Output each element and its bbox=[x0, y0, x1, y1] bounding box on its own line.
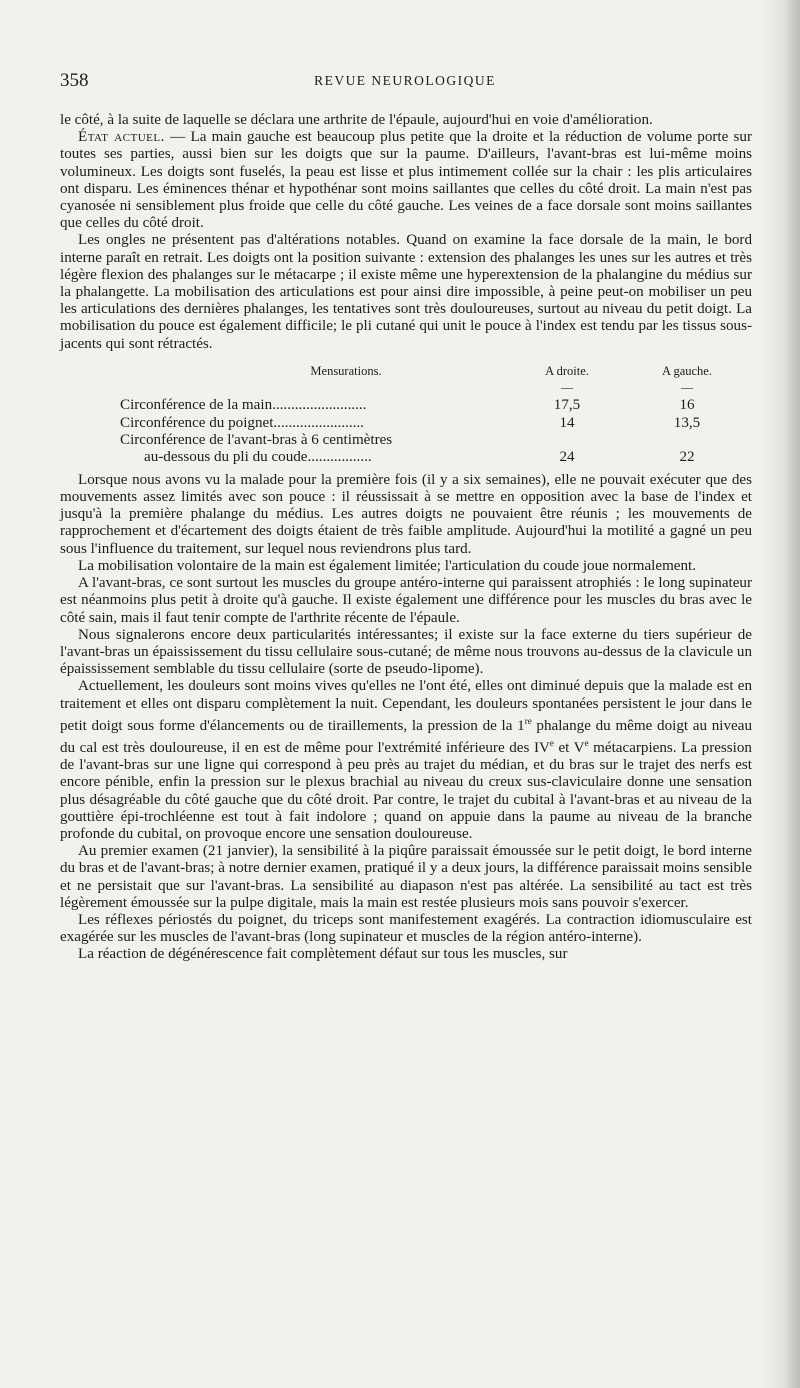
paragraph-2-text: — La main gauche est beaucoup plus petite que la droite et la réduction de volume porte sur toutes ses parties, aussi bien sur les doigts que sur la paume. D'ailleurs, l'avant-bras est lui-même moins volumineux. Les doigts sont fuselés, la peau est lisse et plus intimement collée sur la chair : les plis articulaires ont disparu. Les éminences thénar et hypothénar sont moins saillantes que celles du côté droit. La main n'est pas cyanosée ni sensiblement plus froide que celle du côté gauche. Les veines de a face dorsale sont moins saillantes que celles du côté droit. bbox=[60, 129, 752, 232]
row-right-value bbox=[512, 432, 622, 449]
section-lead: État actuel. bbox=[78, 129, 165, 146]
running-title: REVUE NEUROLOGIQUE bbox=[314, 73, 496, 88]
dash-right: — bbox=[561, 380, 573, 395]
paragraph-9: Au premier examen (21 janvier), la sensibilité à la piqûre paraissait émoussée sur le petit doigt, le bord interne du bras et de l'avant-bras; à notre dernier examen, pratiqué il y a deux jours, la différence paraissait moins sensible et ne persistait que sur l'avant-bras. La sensibilité au diapason n'est pas altérée. La sensibilité au tact est très légèrement émoussée sur la pulpe digitale, mais la main est restée plusieurs mois sans pouvoir s'exercer. bbox=[60, 843, 752, 911]
page-number: 358 bbox=[60, 70, 89, 91]
article-body bbox=[60, 112, 752, 964]
header-left: A gauche. bbox=[662, 363, 712, 378]
table-row bbox=[60, 432, 752, 449]
row-label: Circonférence de l'avant-bras à 6 centimètres bbox=[120, 432, 393, 449]
table-row bbox=[60, 397, 752, 414]
row-right-value: 17,5 bbox=[553, 397, 581, 414]
table-header-row bbox=[60, 363, 752, 381]
dash-left: — bbox=[681, 380, 693, 395]
row-label: Circonférence de la main......................... bbox=[120, 397, 367, 414]
paragraph-11: La réaction de dégénérescence fait complètement défaut sur tous les muscles, sur bbox=[78, 946, 568, 963]
superscript-re: re bbox=[524, 715, 532, 726]
paragraph-8 bbox=[60, 678, 752, 843]
paragraph-8-part-c: et V bbox=[553, 739, 585, 756]
header-right: A droite. bbox=[545, 363, 589, 378]
row-left-value bbox=[622, 432, 752, 449]
row-left-value: 13,5 bbox=[673, 414, 701, 431]
row-left-value: 22 bbox=[679, 449, 695, 466]
paragraph-10: Les réflexes périostés du poignet, du triceps sont manifestement exagérés. La contraction idiomusculaire est exagérée sur les muscles de l'avant-bras (long supinateur et muscles de la région antéro-interne). bbox=[60, 912, 752, 946]
paragraph-1: le côté, à la suite de laquelle se déclara une arthrite de l'épaule, aujourd'hui en voie d'amélioration. bbox=[60, 112, 653, 128]
paragraph-7: Nous signalerons encore deux particularités intéressantes; il existe sur la face externe du tiers supérieur de l'avant-bras un épaississement du tissu cellulaire sous-cutané; de même nous trouvons au-dessus de la clavicule un épaississement semblable du tissu cellulaire (sorte de pseudo-lipome). bbox=[60, 626, 752, 678]
table-dash-row bbox=[60, 381, 752, 397]
header-mensurations: Mensurations. bbox=[310, 363, 382, 378]
paragraph-8-part-b: phalange du même doigt au niveau du cal est très douloureuse, il en est de même pour l'extrémité inférieure des IV bbox=[60, 717, 752, 756]
measurements-table bbox=[60, 363, 752, 467]
row-label-cell bbox=[60, 449, 512, 466]
page-edge-shadow bbox=[760, 0, 800, 1388]
paragraph-5: La mobilisation volontaire de la main est également limitée; l'articulation du coude joue normalement. bbox=[78, 557, 697, 574]
superscript-e: e bbox=[549, 737, 554, 748]
row-left-value: 16 bbox=[679, 397, 695, 414]
paragraph-6: A l'avant-bras, ce sont surtout les muscles du groupe antéro-interne qui paraissent atrophiés : le long supinateur est néanmoins plus petit à droite qu'à gauche. Il existe également une différence pour les muscles du bras avec le côté sain, mais il faut tenir compte de l'arthrite récente de l'épaule. bbox=[60, 575, 752, 626]
paragraph-4: Lorsque nous avons vu la malade pour la première fois (il y a six semaines), elle ne pouvait exécuter que des mouvements assez limités avec son pouce : il réussissait à se mettre en opposition avec la base de l'index et jusqu'à la première phalange du médius. Les autres doigts ne pouvaient être réunis ; les mouvements de rapprochement et d'écartement des doigts étaient de très faible amplitude. Aujourd'hui la motilité a gagné un peu sous l'influence du traitement, sur lequel nous reviendrons plus tard. bbox=[60, 471, 752, 557]
row-label: Circonférence du poignet........................ bbox=[120, 414, 364, 431]
row-label: au-dessous du pli du coude................. bbox=[144, 449, 372, 466]
superscript-e: e bbox=[584, 737, 589, 748]
paragraph-8-part-d: métacarpiens. La pression de l'avant-bras sur une ligne qui correspond à peu près au trajet du médian, et du bras sur le trajet des nerfs est encore pénible, enfin la pression sur le plexus brachial au niveau du creux sus-claviculaire donne une sensation plus désagréable du côté gauche que du côté droit. Par contre, le trajet du cubital à l'avant-bras et au niveau de la gouttière épi-trochléenne est tout à fait indolore ; quand on appuie dans la paume au niveau de la branche profonde du cubital, on provoque encore une sensation douloureuse. bbox=[60, 739, 752, 842]
row-right-value: 24 bbox=[559, 449, 575, 466]
page-header bbox=[60, 70, 750, 92]
row-right-value: 14 bbox=[559, 414, 575, 431]
table-row bbox=[60, 415, 752, 432]
paragraph-2 bbox=[60, 129, 752, 232]
dash-spacer bbox=[60, 381, 512, 397]
table-row bbox=[60, 449, 752, 466]
paragraph-3: Les ongles ne présentent pas d'altérations notables. Quand on examine la face dorsale de la main, le bord interne paraît en retrait. Les doigts ont la position suivante : extension des phalanges les unes sur les autres et très légère flexion des phalanges sur le métacarpe ; il existe même une hyperextension de la phalangine du médius sur la phalangette. La mobilisation des articulations est pour ainsi dire impossible, à peine peut-on mobiliser un peu les articulations des dernières phalanges, les tentatives sont très douloureuses, surtout au niveau du petit doigt. La mobilisation du pouce est également difficile; le pli cutané qui unit le pouce à l'index est tendu par les tissus sous-jacents qui sont rétractés. bbox=[60, 232, 752, 352]
paragraph-8-part-a: Actuellement, les douleurs sont moins vives qu'elles ne l'ont été, elles ont diminué depuis que la malade est en traitement et elles ont disparu complètement la nuit. Cependant, les douleurs spontanées persistent le jour dans le petit doigt sous forme d'élancements ou de tiraillements, la pression de la 1 bbox=[60, 678, 752, 734]
